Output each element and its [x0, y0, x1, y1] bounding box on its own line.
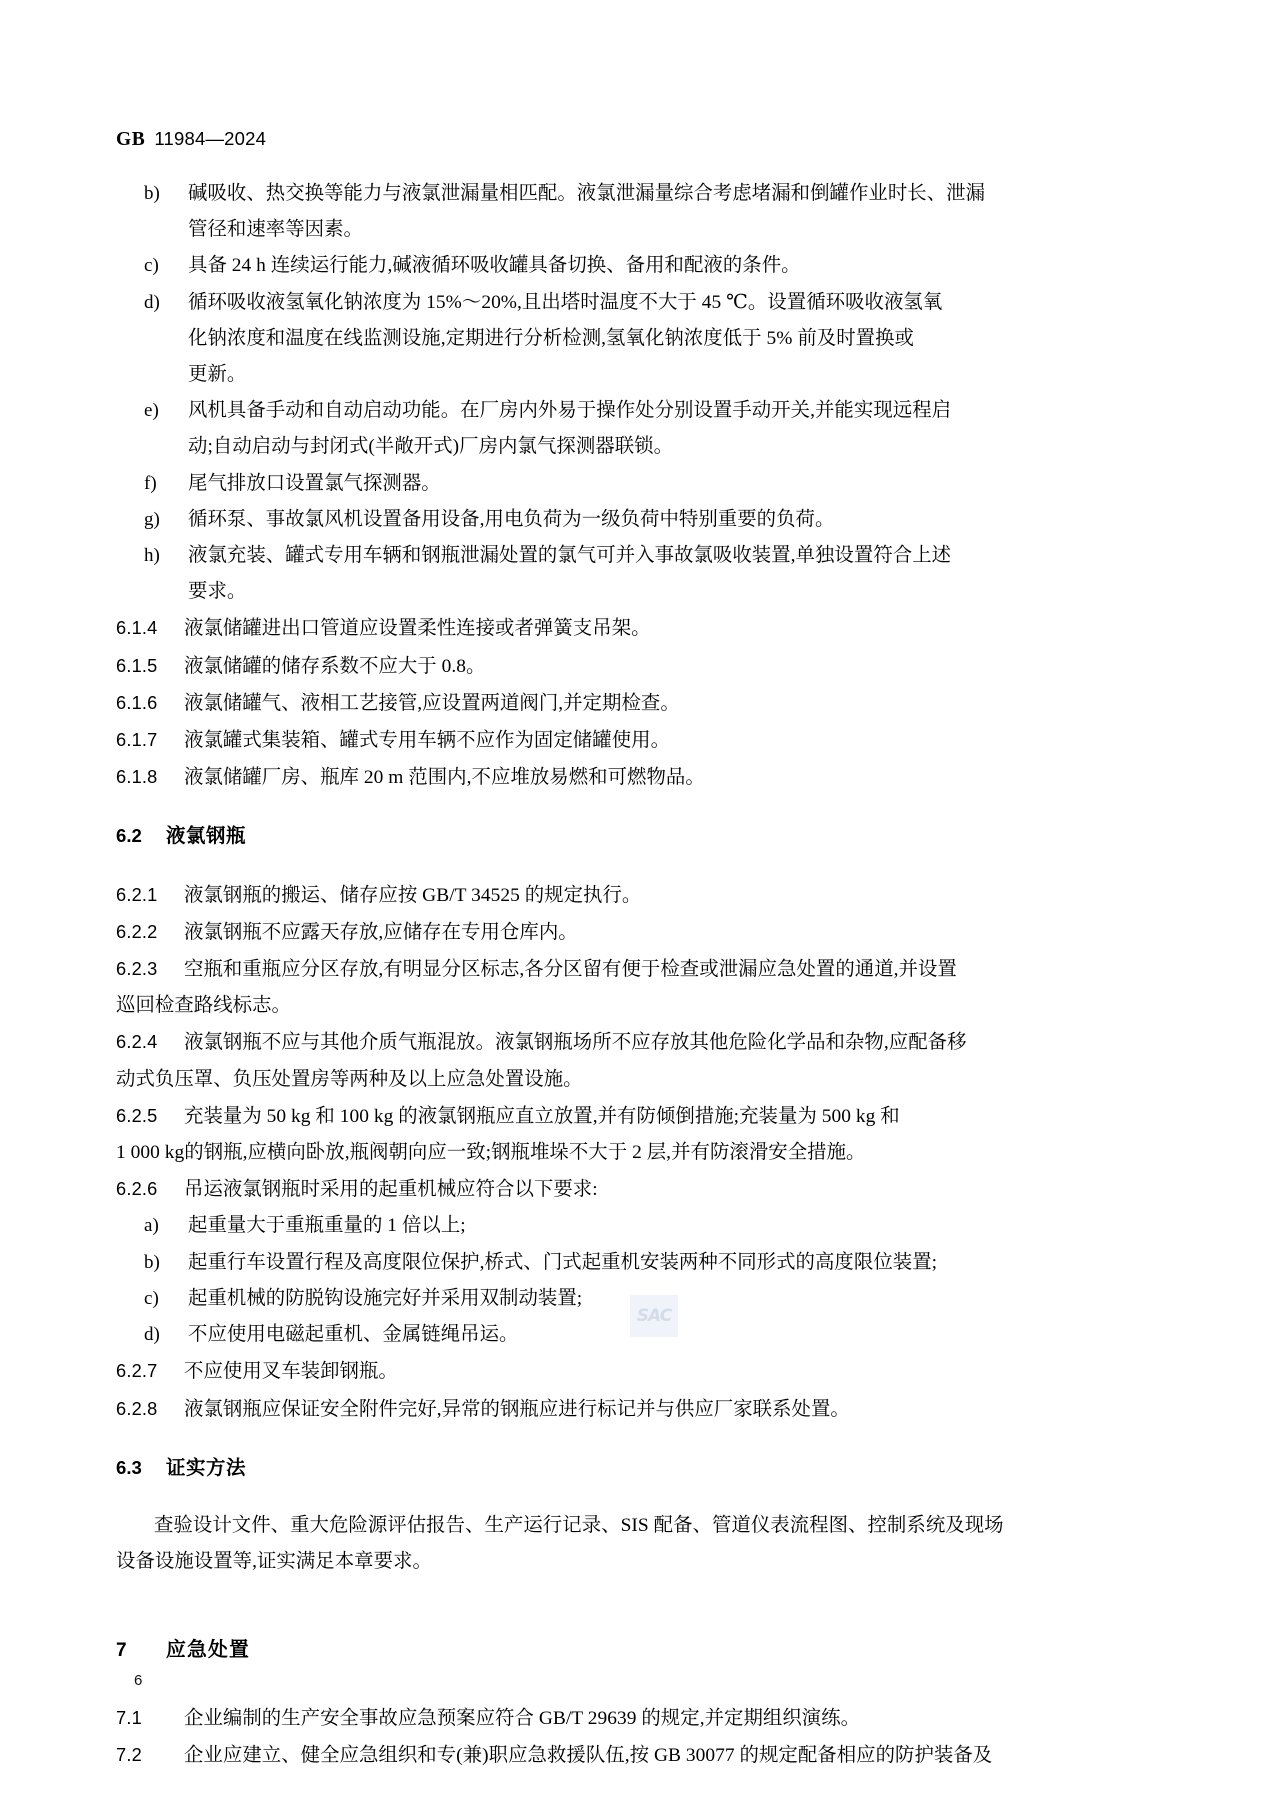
clause-text: 液氯储罐的储存系数不应大于 0.8。 [184, 655, 486, 677]
paragraph-line: 查验设计文件、重大危险源评估报告、生产运行记录、SIS 配备、管道仪表流程图、控制系统及现场 [154, 1514, 1004, 1536]
clause-number: 6.2.7 [116, 1361, 158, 1382]
section-title: 证实方法 [166, 1455, 246, 1479]
section-title: 液氯钢瓶 [166, 824, 246, 848]
list-line: 化钠浓度和温度在线监测设施,定期进行分析检测,氢氧化钠浓度低于 5% 前及时置换或 [188, 327, 914, 349]
spacer [116, 1610, 1024, 1632]
list-marker: f) [144, 472, 157, 494]
list-marker: b) [144, 1251, 160, 1273]
list-item [116, 502, 1024, 538]
list-item [116, 1208, 1024, 1244]
clause-6-2-4 [116, 1024, 1024, 1061]
clause-text: 液氯钢瓶不应露天存放,应储存在专用仓库内。 [184, 921, 578, 943]
chapter-number: 7 [116, 1640, 127, 1662]
list-line: 循环泵、事故氯风机设置备用设备,用电负荷为一级负荷中特别重要的负荷。 [188, 508, 835, 530]
list-marker: d) [144, 1324, 160, 1346]
clause-text: 企业应建立、健全应急组织和专(兼)职应急救援队伍,按 GB 30077 的规定配备相应的防护装备及 [184, 1744, 993, 1766]
list-line: 管径和速率等因素。 [188, 219, 363, 241]
list-line: 风机具备手动和自动启动功能。在厂房内外易于操作处分别设置手动开关,并能实现远程启 [188, 400, 952, 422]
section-heading-6-2 [116, 818, 1024, 854]
list-item [116, 1281, 1024, 1317]
clause-text: 动式负压罩、负压处置房等两种及以上应急处置设施。 [116, 1068, 583, 1090]
list-marker: e) [144, 400, 159, 422]
clause-number: 6.1.6 [116, 692, 158, 713]
list-marker: c) [144, 255, 159, 277]
clause-7-2 [116, 1737, 1024, 1774]
clause-text: 液氯钢瓶不应与其他介质气瓶混放。液氯钢瓶场所不应存放其他危险化学品和杂物,应配备移 [184, 1032, 967, 1054]
clause-number: 6.2.8 [116, 1398, 158, 1419]
spacer [116, 1580, 1024, 1610]
page-number: 6 [134, 1672, 143, 1689]
list-line: 要求。 [188, 581, 247, 603]
clause-6-2-5 [116, 1098, 1024, 1135]
list-line: 起重量大于重瓶重量的 1 倍以上; [188, 1215, 466, 1237]
list-marker: c) [144, 1287, 159, 1309]
list-line: 碱吸收、热交换等能力与液氯泄漏量相匹配。液氯泄漏量综合考虑堵漏和倒罐作业时长、泄漏 [188, 183, 986, 204]
list-line: 更新。 [188, 364, 247, 386]
clause-number: 6.1.7 [116, 730, 158, 751]
clause-text: 液氯钢瓶应保证安全附件完好,异常的钢瓶应进行标记并与供应厂家联系处置。 [184, 1398, 850, 1420]
body-text-column [116, 176, 1024, 1774]
list-line: 循环吸收液氢氧化钠浓度为 15%～20%,且出塔时温度不大于 45 ℃。设置循环吸收液氢氧 [188, 291, 943, 313]
paragraph-line: 设备设施设置等,证实满足本章要求。 [116, 1551, 432, 1573]
clause-6-2-8 [116, 1391, 1024, 1428]
list-marker: h) [144, 545, 160, 567]
section-number: 6.3 [116, 1456, 142, 1478]
clause-6-1-5 [116, 648, 1024, 685]
list-marker: d) [144, 291, 160, 313]
clause-6-1-4 [116, 610, 1024, 647]
clause-text: 液氯储罐厂房、瓶库 20 m 范围内,不应堆放易燃和可燃物品。 [184, 767, 705, 789]
list-item [116, 176, 1024, 212]
list-line: 尾气排放口设置氯气探测器。 [188, 472, 441, 494]
clause-6-1-8 [116, 759, 1024, 796]
clause-text: 吊运液氯钢瓶时采用的起重机械应符合以下要求: [184, 1179, 598, 1201]
clause-6-2-7 [116, 1353, 1024, 1390]
chapter-title: 应急处置 [166, 1638, 250, 1662]
spacer [116, 796, 1024, 818]
clause-text: 不应使用叉车装卸钢瓶。 [184, 1361, 398, 1383]
clause-6-2-6 [116, 1171, 1024, 1208]
list-marker: a) [144, 1215, 159, 1237]
list-item [116, 285, 1024, 321]
clause-text: 充装量为 50 kg 和 100 kg 的液氯钢瓶应直立放置,并有防倾倒措施;充装量为 500 kg 和 [184, 1105, 900, 1127]
clause-number: 6.2.2 [116, 921, 158, 942]
clause-text: 液氯钢瓶的搬运、储存应按 GB/T 34525 的规定执行。 [184, 884, 642, 906]
clause-text: 1 000 kg的钢瓶,应横向卧放,瓶阀朝向应一致;钢瓶堆垛不大于 2 层,并有防滚滑安全措施。 [116, 1142, 866, 1164]
chapter-heading-7 [116, 1632, 1024, 1669]
clause-6-2-2 [116, 914, 1024, 951]
sac-watermark: SAC [630, 1295, 678, 1337]
list-item [116, 1317, 1024, 1353]
spacer [116, 855, 1024, 877]
list-item [116, 1245, 1024, 1281]
clause-6-1-6 [116, 685, 1024, 722]
list-line: 动;自动启动与封闭式(半敞开式)厂房内氯气探测器联锁。 [188, 436, 674, 458]
clause-number: 7.1 [116, 1707, 142, 1728]
clause-number: 6.1.5 [116, 655, 158, 676]
clause-text: 空瓶和重瓶应分区存放,有明显分区标志,各分区留有便于检查或泄漏应急处置的通道,并设置 [184, 959, 957, 981]
clause-6-2-1 [116, 877, 1024, 914]
list-line: 起重机械的防脱钩设施完好并采用双制动装置; [188, 1287, 583, 1309]
list-item [116, 466, 1024, 502]
standard-number: 11984—2024 [154, 128, 267, 149]
list-item [116, 393, 1024, 429]
clause-6-2-3 [116, 951, 1024, 988]
running-header [116, 128, 266, 151]
clause-number: 7.2 [116, 1744, 142, 1765]
list-marker: g) [144, 508, 160, 530]
clause-6-1-7 [116, 722, 1024, 759]
clause-number: 6.1.4 [116, 618, 158, 639]
list-item [116, 538, 1024, 574]
clause-number: 6.2.4 [116, 1032, 158, 1053]
clause-text: 液氯罐式集装箱、罐式专用车辆不应作为固定储罐使用。 [184, 730, 671, 752]
spacer [116, 1428, 1024, 1450]
clause-number: 6.1.8 [116, 767, 158, 788]
clause-text: 液氯储罐进出口管道应设置柔性连接或者弹簧支吊架。 [184, 618, 651, 640]
clause-text: 巡回检查路线标志。 [116, 995, 291, 1017]
section-heading-6-3 [116, 1450, 1024, 1486]
clause-text: 企业编制的生产安全事故应急预案应符合 GB/T 29639 的规定,并定期组织演练。 [184, 1707, 861, 1729]
list-marker: b) [144, 183, 160, 204]
spacer [116, 1670, 1024, 1700]
clause-number: 6.2.6 [116, 1179, 158, 1200]
clause-number: 6.2.5 [116, 1105, 158, 1126]
clause-number: 6.2.3 [116, 959, 158, 980]
list-line: 具备 24 h 连续运行能力,碱液循环吸收罐具备切换、备用和配液的条件。 [188, 255, 801, 277]
standard-prefix: GB [116, 129, 146, 150]
clause-text: 液氯储罐气、液相工艺接管,应设置两道阀门,并定期检查。 [184, 692, 680, 714]
list-line: 不应使用电磁起重机、金属链绳吊运。 [188, 1324, 519, 1346]
section-number: 6.2 [116, 825, 142, 847]
list-line: 液氯充装、罐式专用车辆和钢瓶泄漏处置的氯气可并入事故氯吸收装置,单独设置符合上述 [188, 545, 952, 567]
clause-number: 6.2.1 [116, 884, 158, 905]
list-line: 起重行车设置行程及高度限位保护,桥式、门式起重机安装两种不同形式的高度限位装置; [188, 1251, 938, 1273]
clause-7-1 [116, 1700, 1024, 1737]
spacer [116, 1486, 1024, 1508]
list-item [116, 248, 1024, 284]
